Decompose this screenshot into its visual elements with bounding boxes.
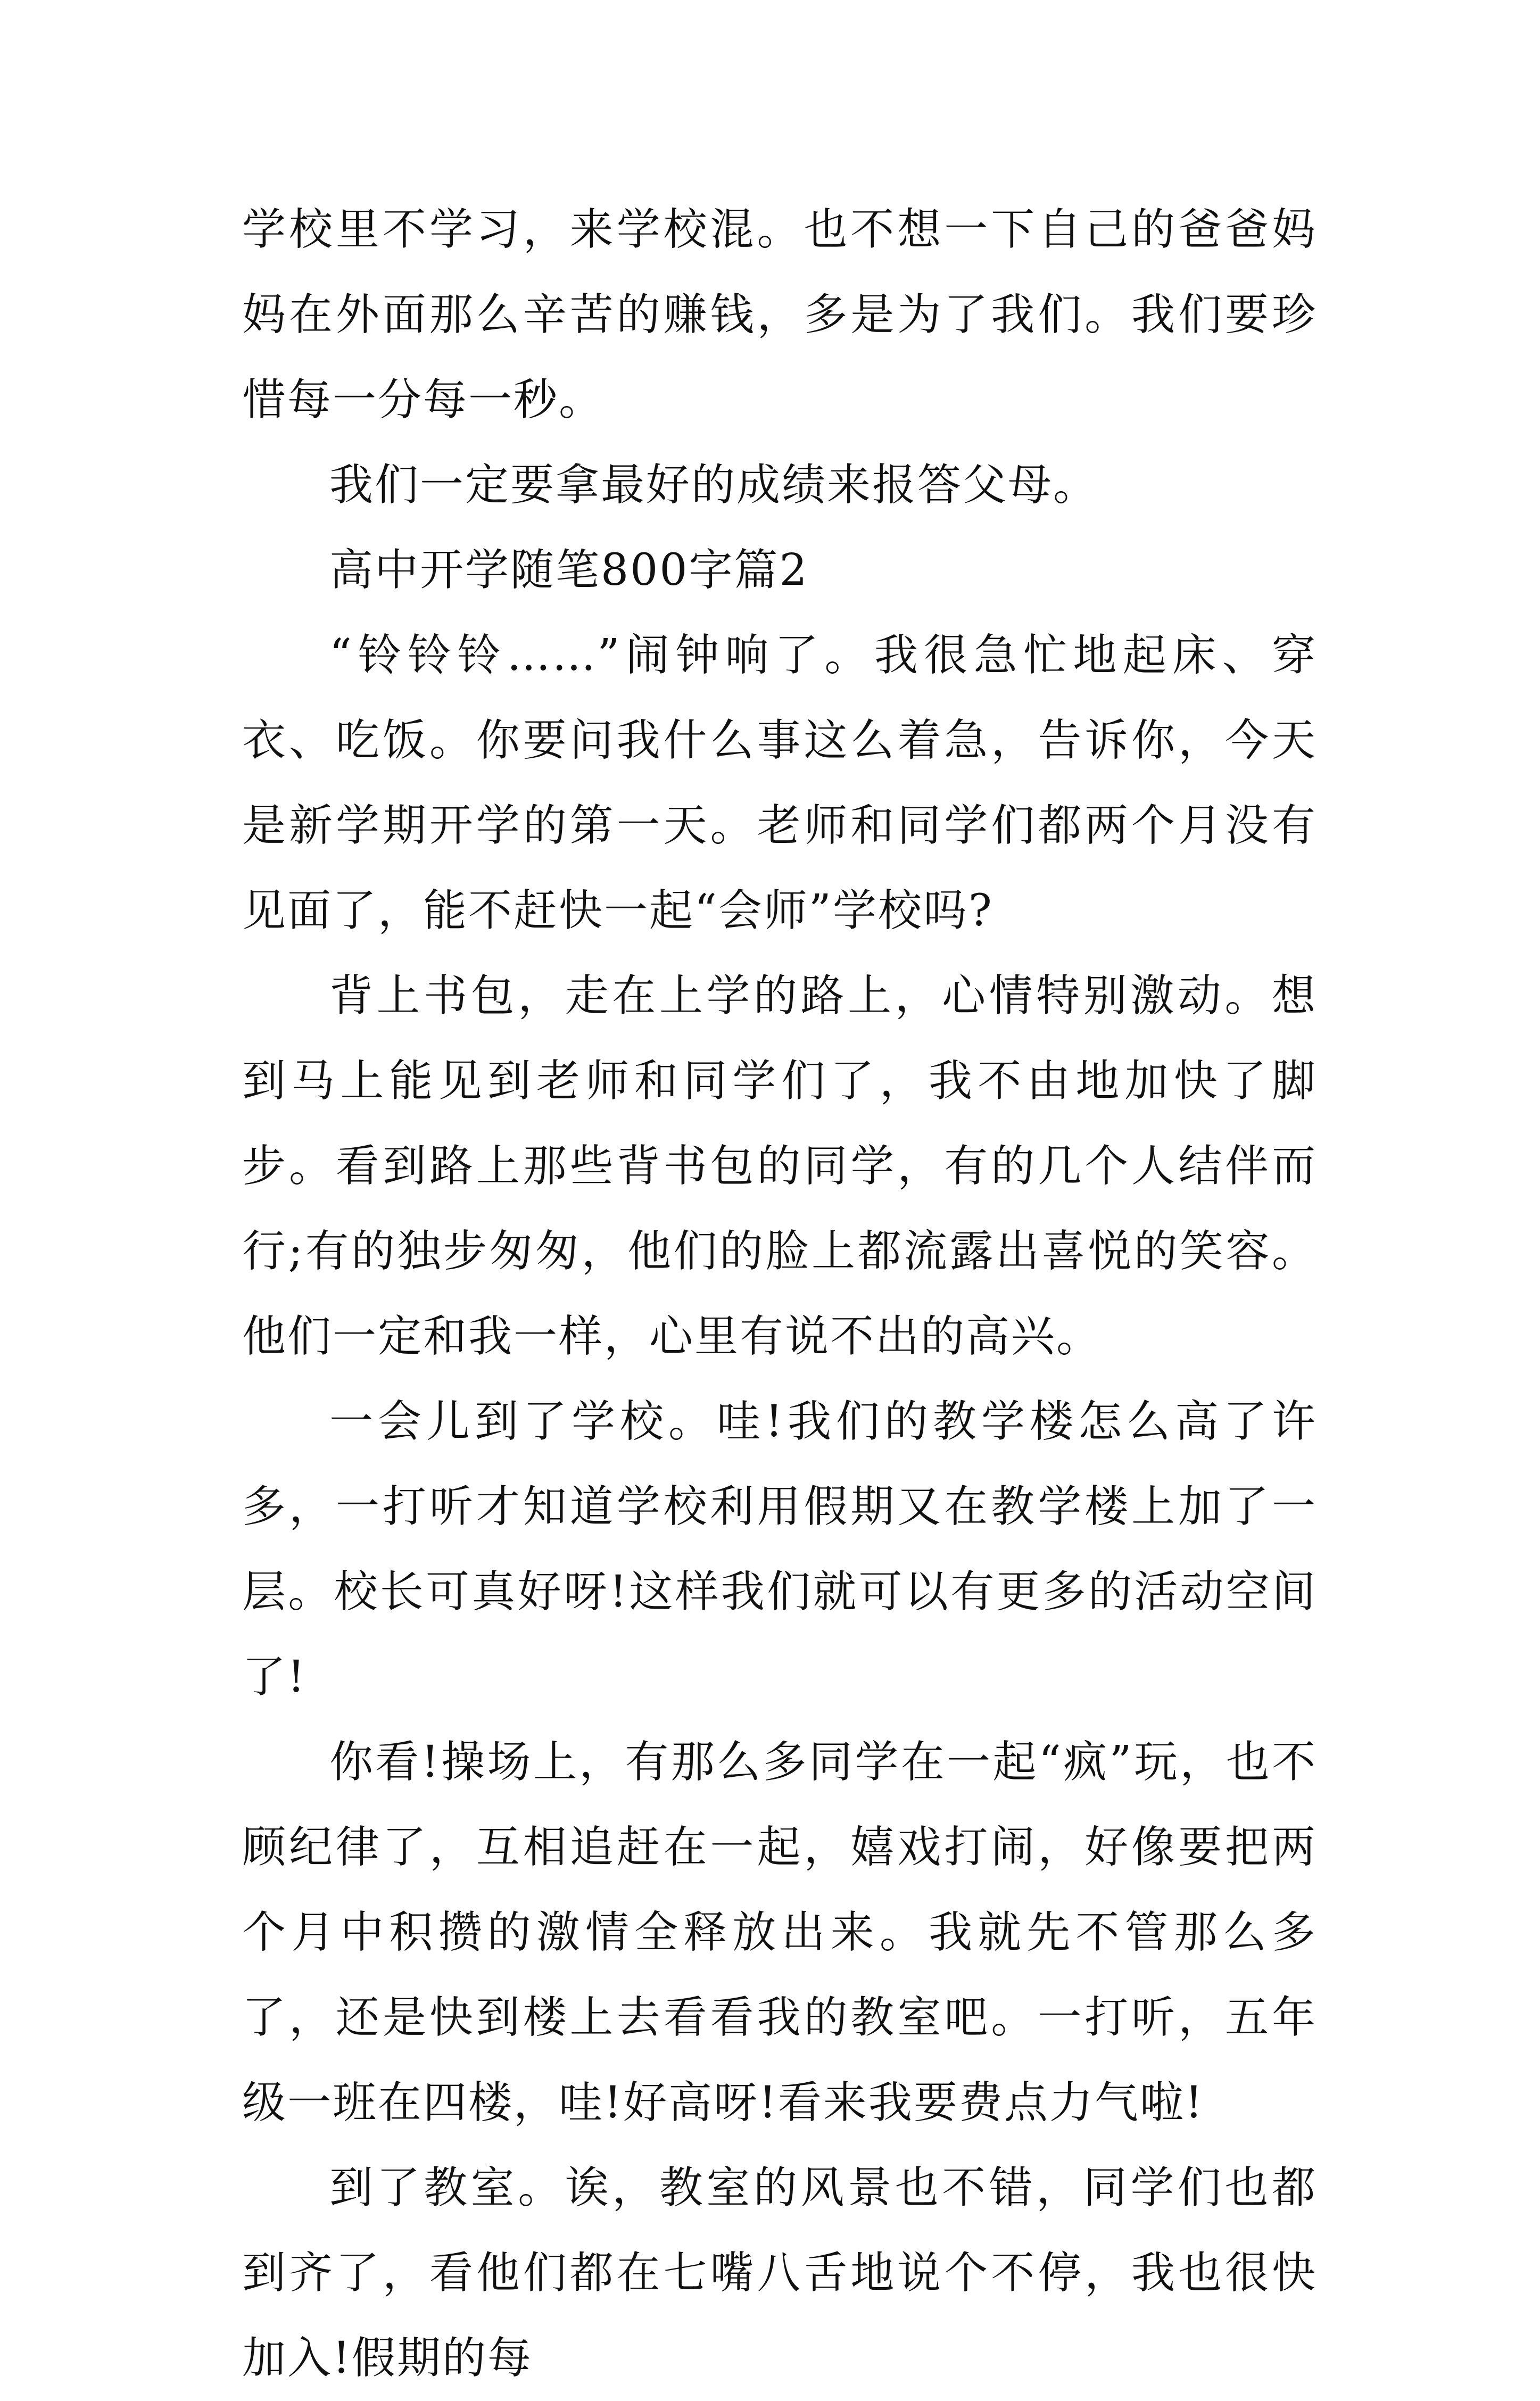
paragraph-6: 一会儿到了学校。哇!我们的教学楼怎么高了许多，一打听才知道学校利用假期又在教学楼上加了一层。校长可真好呀!这样我们就可以有更多的活动空间了! [242,1396,1317,1702]
paragraph-7: 你看!操场上，有那么多同学在一起“疯”玩，也不顾纪律了，互相追赶在一起，嬉戏打闹，好像要把两个月中积攒的激情全释放出来。我就先不管那么多了，还是快到楼上去看看我的教室吧。一打听，五年级一班在四楼，哇!好高呀!看来我要费点力气啦! [242,1737,1317,2128]
paragraph-1: 学校里不学习，来学校混。也不想一下自己的爸爸妈妈在外面那么辛苦的赚钱，多是为了我们。我们要珍惜每一分每一秒。 [242,204,1317,425]
paragraph-4: “铃铃铃……”闹钟响了。我很急忙地起床、穿衣、吃饭。你要问我什么事这么着急，告诉你，今天是新学期开学的第一天。老师和同学们都两个月没有见面了，能不赶快一起“会师”学校吗? [242,630,1317,936]
body-text [242,187,1317,2401]
paragraph-5: 背上书包，走在上学的路上，心情特别激动。想到马上能见到老师和同学们了，我不由地加快了脚步。看到路上那些背书包的同学，有的几个人结伴而行;有的独步匆匆，他们的脸上都流露出喜悦的笑容。他们一定和我一样，心里有说不出的高兴。 [242,971,1317,1362]
paragraph-2: 我们一定要拿最好的成绩来报答父母。 [329,460,1099,510]
section-heading: 高中开学随笔800字篇2 [329,545,809,595]
paragraph-8: 到了教室。诶，教室的风景也不错，同学们也都到齐了，看他们都在七嘴八舌地说个不停，我也很快加入!假期的每 [242,2163,1317,2383]
